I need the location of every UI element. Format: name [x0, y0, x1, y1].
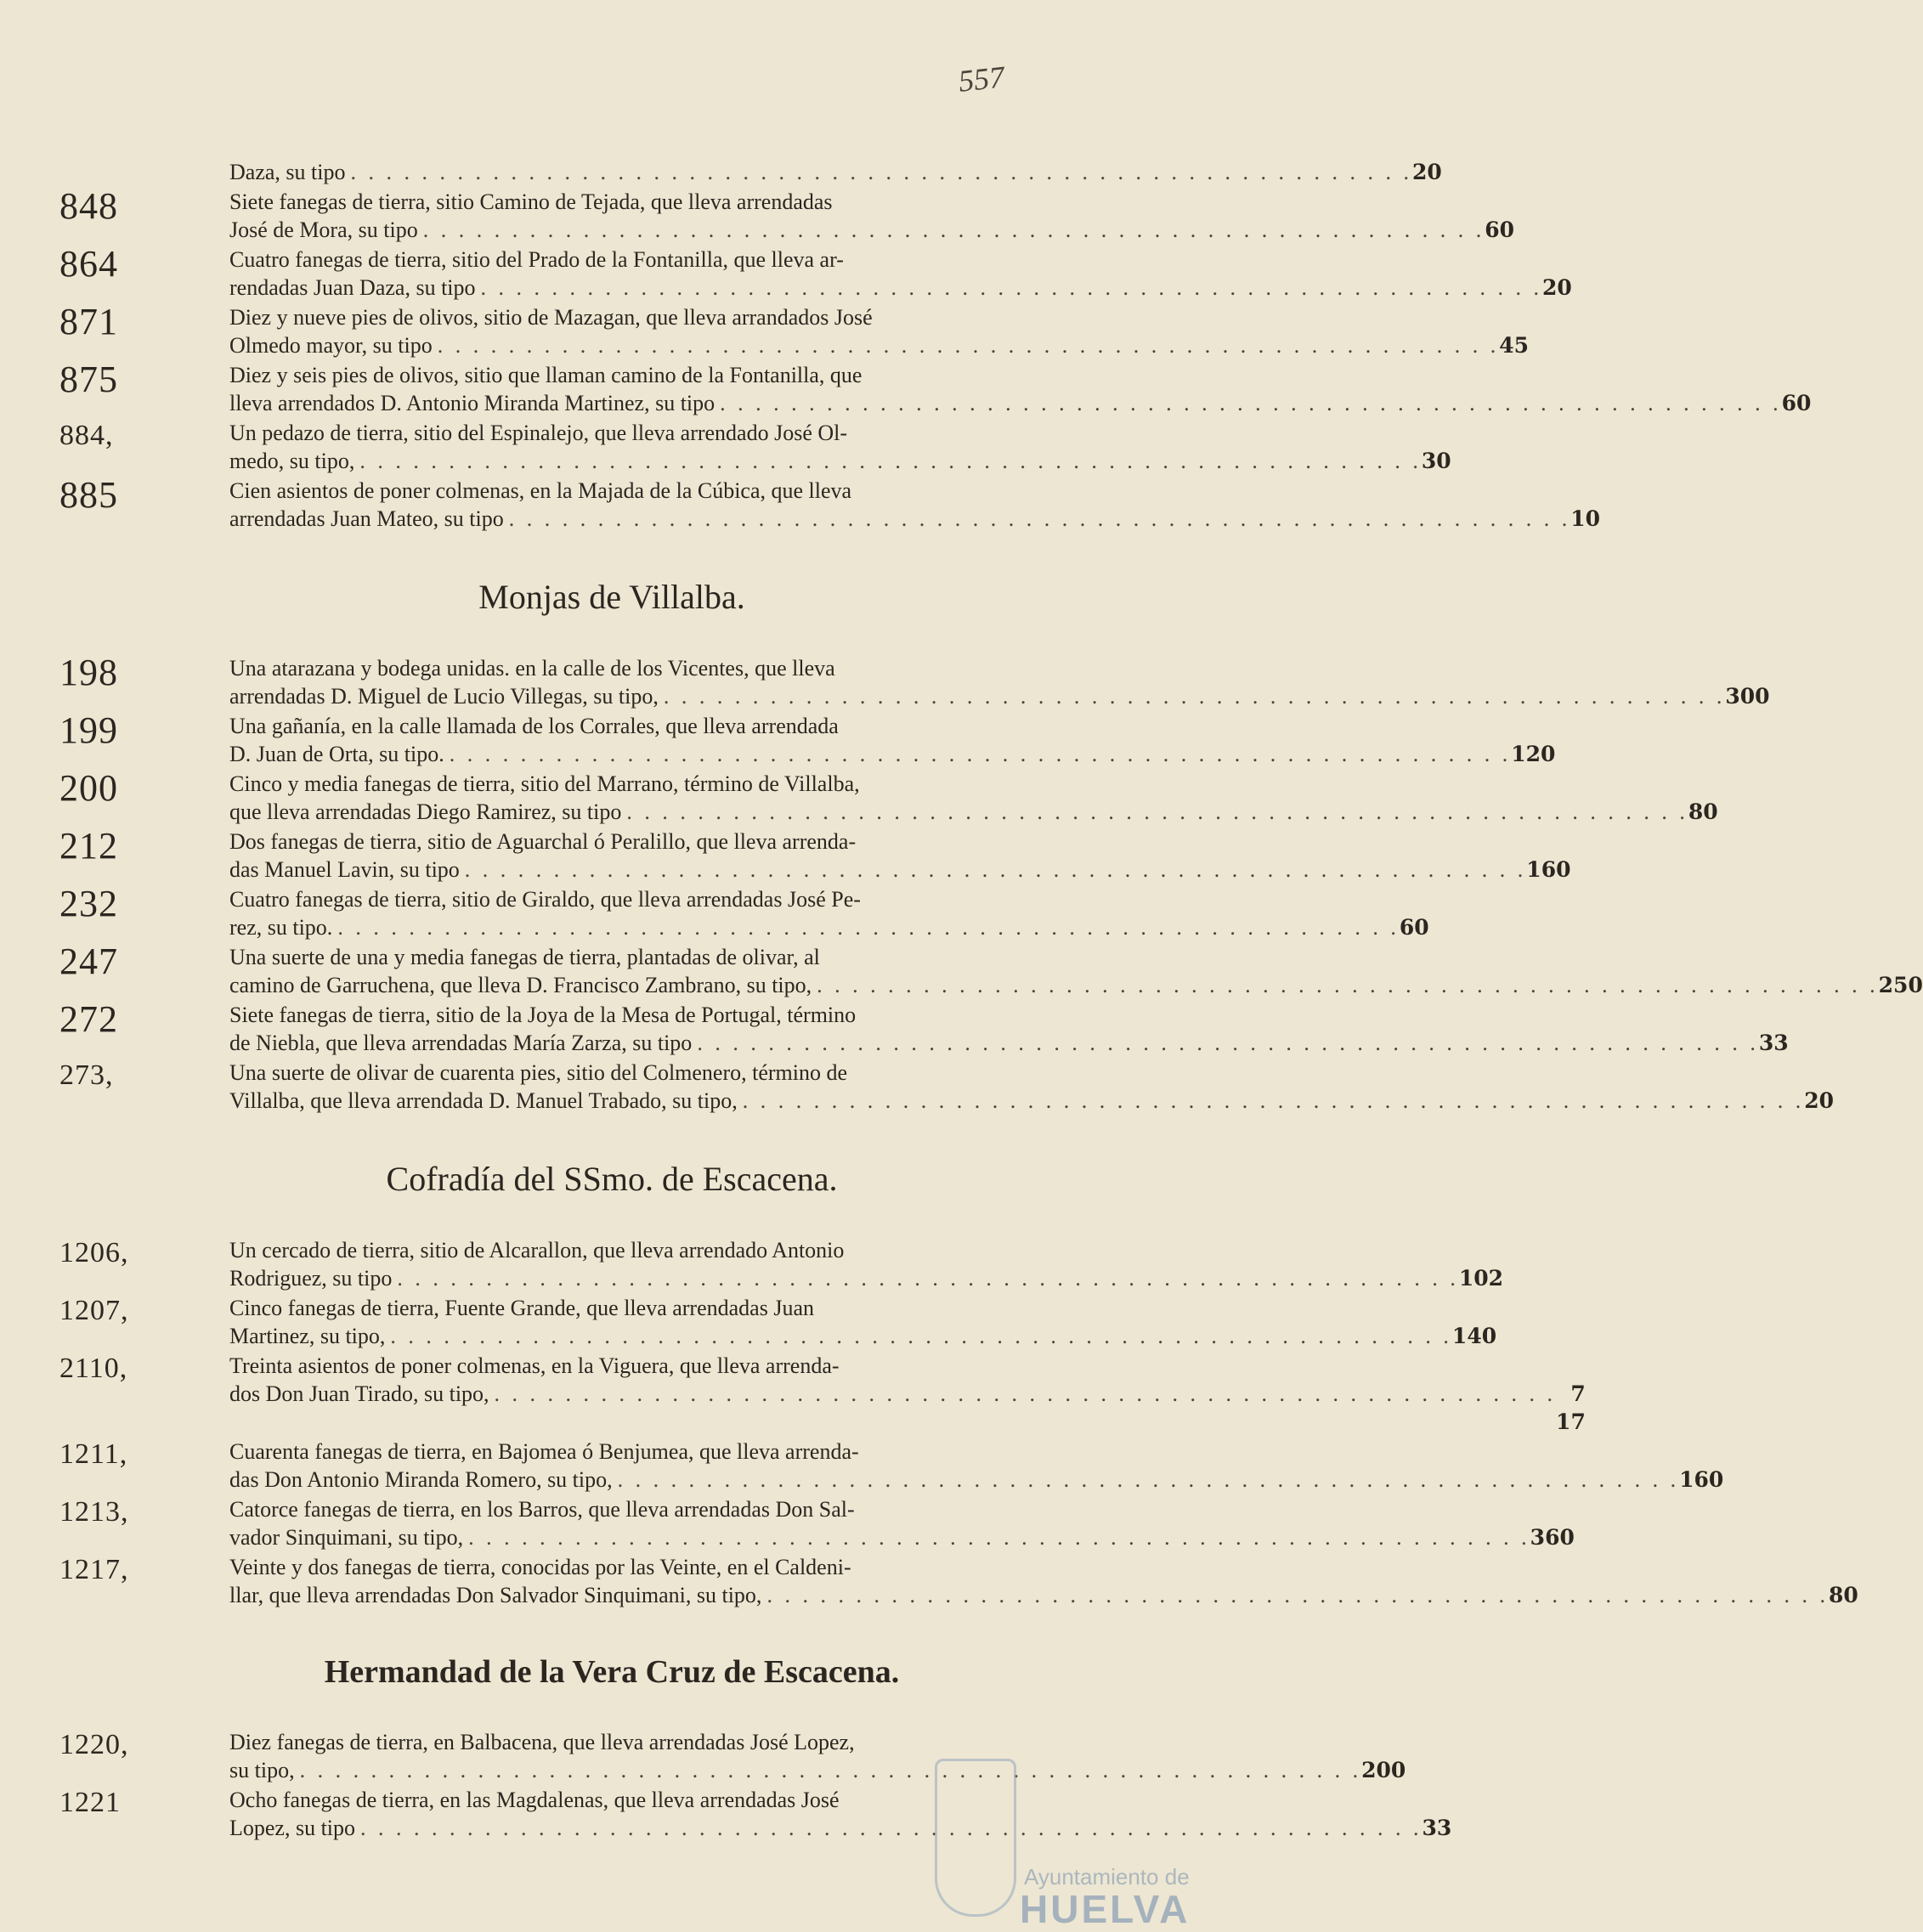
entry-text: Olmedo mayor, su tipo: [229, 333, 433, 358]
ledger-entry: [59, 243, 1572, 302]
entry-number: 198: [59, 652, 118, 693]
entry-text: Cinco y media fanegas de tierra, sitio del Marrano, término de Villalba,: [229, 771, 860, 796]
leader-dots: . . . . . . . . . . . . . . . . . . . . . . . . . . . . . . . . . . . . . . . . . . . . . . . . . . . . . . . . . . . .: [390, 1324, 1452, 1348]
entry-price: 33: [1758, 1031, 1789, 1055]
crest-icon: [935, 1759, 1016, 1917]
ledger-entry: [59, 1294, 1497, 1350]
entry-text: Cuatro fanegas de tierra, sitio del Prado de la Fontanilla, que lleva ar-: [229, 247, 844, 272]
entry-price: 7 17: [1556, 1381, 1586, 1434]
entry-text: Cinco fanegas de tierra, Fuente Grande, que lleva arrendadas Juan: [229, 1296, 814, 1320]
entry-number: 1207,: [59, 1295, 129, 1326]
entry-text: José de Mora, su tipo: [229, 217, 418, 242]
leader-dots: . . . . . . . . . . . . . . . . . . . . . . . . . . . . . . . . . . . . . . . . . . . . . . . . . . . . . . . . . . . .: [299, 1758, 1362, 1782]
ledger-entry: [59, 301, 1530, 359]
section-title: Monjas de Villalba.: [478, 578, 745, 616]
ledger-entry: [59, 474, 1601, 533]
leader-dots: . . . . . . . . . . . . . . . . . . . . . . . . . . . . . . . . . . . . . . . . . . . . . . . . . . . . . . . . . . . .: [494, 1381, 1557, 1406]
ledger-entry: [59, 185, 1514, 244]
entry-text: Cuarenta fanegas de tierra, en Bajomea ó Benjumea, que lleva arrenda-: [229, 1439, 859, 1464]
entry-price: 200: [1361, 1758, 1406, 1782]
entry-text: Cuatro fanegas de tierra, sitio de Giraldo, que lleva arrendadas José Pe-: [229, 887, 861, 912]
entry-text: Villalba, que lleva arrendada D. Manuel Trabado, su tipo,: [229, 1088, 738, 1113]
ledger-entry: [59, 652, 1770, 710]
ledger-entry: [59, 1059, 1835, 1115]
entry-text: Siete fanegas de tierra, sitio Camino de Tejada, que lleva arrendadas: [229, 189, 833, 214]
entry-number: 864: [59, 243, 118, 285]
leader-dots: . . . . . . . . . . . . . . . . . . . . . . . . . . . . . . . . . . . . . . . . . . . . . . . . . . . . . . . . . . . .: [720, 391, 1782, 415]
leader-dots: . . . . . . . . . . . . . . . . . . . . . . . . . . . . . . . . . . . . . . . . . . . . . . . . . . . . . . . . . . . .: [468, 1525, 1530, 1550]
leader-dots: . . . . . . . . . . . . . . . . . . . . . . . . . . . . . . . . . . . . . . . . . . . . . . . . . . . . . . . . . . . .: [337, 915, 1400, 940]
entry-text: Un cercado de tierra, sitio de Alcarallon, que lleva arrendado Antonio: [229, 1238, 845, 1263]
entry-number: 848: [59, 185, 118, 227]
entry-text: Daza, su tipo: [229, 160, 346, 184]
entry-price: 102: [1458, 1266, 1504, 1291]
entry-number: 1213,: [59, 1496, 129, 1528]
leader-dots: . . . . . . . . . . . . . . . . . . . . . . . . . . . . . . . . . . . . . . . . . . . . . . . . . . . . . . . . . . . .: [464, 857, 1527, 882]
entry-number: 875: [59, 359, 118, 400]
entry-text: camino de Garruchena, que lleva D. Francisco Zambrano, su tipo,: [229, 973, 812, 997]
entry-number: 247: [59, 941, 118, 982]
entry-text: rendadas Juan Daza, su tipo: [229, 275, 476, 300]
leader-dots: . . . . . . . . . . . . . . . . . . . . . . . . . . . . . . . . . . . . . . . . . . . . . . . . . . . . . . . . . . . .: [697, 1031, 1759, 1055]
watermark-line1: Ayuntamiento de: [1024, 1864, 1190, 1890]
entry-price: 120: [1511, 742, 1556, 766]
ledger-entry: [59, 709, 1556, 768]
ledger-entry: [59, 359, 1812, 417]
entry-text: Diez y nueve pies de olivos, sitio de Mazagan, que lleva arrandados José: [229, 305, 873, 330]
entry-text: que lleva arrendadas Diego Ramirez, su tipo: [229, 799, 622, 824]
entry-number: 884,: [59, 420, 114, 451]
entry-number: 1217,: [59, 1554, 129, 1585]
ledger-entry: [59, 998, 1789, 1057]
entry-number: 232: [59, 883, 118, 924]
entry-text: Un pedazo de tierra, sitio del Espinalejo, que lleva arrendado José Ol-: [229, 421, 848, 445]
entry-price: 60: [1485, 217, 1514, 242]
entry-price: 80: [1828, 1583, 1858, 1607]
entry-price: 20: [1411, 160, 1442, 184]
entry-number: 2110,: [59, 1353, 128, 1384]
ledger-entry: [59, 1352, 1586, 1436]
watermark: [918, 1759, 1198, 1931]
entry-text: Treinta asientos de poner colmenas, en la Viguera, que lleva arrenda-: [229, 1353, 840, 1378]
entry-text: Una gañanía, en la calle llamada de los Corrales, que lleva arrendada: [229, 714, 839, 738]
leader-dots: . . . . . . . . . . . . . . . . . . . . . . . . . . . . . . . . . . . . . . . . . . . . . . . . . . . . . . . . . . . .: [480, 275, 1543, 300]
entry-number: 199: [59, 709, 118, 751]
entry-text: su tipo,: [229, 1758, 295, 1782]
ledger-entry: [59, 158, 1442, 186]
entry-text: Una atarazana y bodega unidas. en la calle de los Vicentes, que lleva: [229, 656, 835, 681]
ledger-entry: [59, 767, 1718, 826]
ledger-entry: [59, 1236, 1504, 1292]
leader-dots: . . . . . . . . . . . . . . . . . . . . . . . . . . . . . . . . . . . . . . . . . . . . . . . . . . . . . . . . . . . .: [397, 1266, 1459, 1291]
entry-price: 60: [1399, 915, 1429, 940]
leader-dots: . . . . . . . . . . . . . . . . . . . . . . . . . . . . . . . . . . . . . . . . . . . . . . . . . . . . . . . . . . . .: [422, 217, 1485, 242]
entry-price: 20: [1804, 1088, 1835, 1113]
entry-number: 212: [59, 825, 118, 867]
entry-number: 871: [59, 301, 118, 342]
entry-number: 272: [59, 998, 118, 1040]
leader-dots: . . . . . . . . . . . . . . . . . . . . . . . . . . . . . . . . . . . . . . . . . . . . . . . . . . . . . . . . . . . .: [626, 799, 1688, 824]
ledger-entry: [59, 419, 1451, 475]
leader-dots: . . . . . . . . . . . . . . . . . . . . . . . . . . . . . . . . . . . . . . . . . . . . . . . . . . . . . . . . . . . .: [360, 1816, 1422, 1840]
entry-text: Catorce fanegas de tierra, en los Barros, que lleva arrendadas Don Sal-: [229, 1497, 855, 1522]
entry-price: 30: [1421, 449, 1451, 473]
entry-price: 33: [1422, 1816, 1452, 1840]
ledger-entry: [59, 1438, 1724, 1494]
leader-dots: . . . . . . . . . . . . . . . . . . . . . . . . . . . . . . . . . . . . . . . . . . . . . . . . . . . . . . . . . . . .: [617, 1467, 1680, 1492]
leader-dots: . . . . . . . . . . . . . . . . . . . . . . . . . . . . . . . . . . . . . . . . . . . . . . . . . . . . . . . . . . . .: [449, 742, 1512, 766]
entry-price: 360: [1530, 1525, 1575, 1550]
entry-text: Ocho fanegas de tierra, en las Magdalenas, que lleva arrendadas José: [229, 1788, 840, 1812]
entry-number: 1221: [59, 1787, 121, 1818]
entry-text: Una suerte de olivar de cuarenta pies, sitio del Colmenero, término de: [229, 1060, 848, 1085]
entry-text: Martinez, su tipo,: [229, 1324, 386, 1348]
ledger-entry: [59, 825, 1571, 884]
entry-text: Diez y seis pies de olivos, sitio que llaman camino de la Fontanilla, que: [229, 363, 863, 387]
entry-text: Veinte y dos fanegas de tierra, conocidas por las Veinte, en el Caldeni-: [229, 1555, 851, 1579]
section-title: Hermandad de la Vera Cruz de Escacena.: [324, 1654, 900, 1690]
entry-text: Rodriguez, su tipo: [229, 1266, 393, 1291]
entry-price: 300: [1725, 684, 1770, 709]
leader-dots: . . . . . . . . . . . . . . . . . . . . . . . . . . . . . . . . . . . . . . . . . . . . . . . . . . . . . . . . . . . .: [508, 506, 1571, 531]
entry-text: dos Don Juan Tirado, su tipo,: [229, 1381, 489, 1406]
entry-price: 80: [1688, 799, 1718, 824]
leader-dots: . . . . . . . . . . . . . . . . . . . . . . . . . . . . . . . . . . . . . . . . . . . . . . . . . . . . . . . . . . . .: [663, 684, 1726, 709]
entry-text: Dos fanegas de tierra, sitio de Aguarchal ó Peralillo, que lleva arrenda-: [229, 829, 857, 854]
entry-price: 10: [1570, 506, 1601, 531]
entry-text: lleva arrendados D. Antonio Miranda Martinez, su tipo: [229, 391, 715, 415]
document-body: [59, 158, 1923, 1844]
entry-price: 60: [1781, 391, 1812, 415]
entry-price: 250: [1878, 973, 1923, 997]
watermark-line2: HUELVA: [1020, 1887, 1191, 1931]
entry-text: medo, su tipo,: [229, 449, 355, 473]
ledger-entry: [59, 941, 1923, 999]
entry-text: Cien asientos de poner colmenas, en la Majada de la Cúbica, que lleva: [229, 478, 852, 503]
entry-text: llar, que lleva arrendadas Don Salvador Sinquimani, su tipo,: [229, 1583, 762, 1607]
entry-text: arrendadas Juan Mateo, su tipo: [229, 506, 504, 531]
leader-dots: . . . . . . . . . . . . . . . . . . . . . . . . . . . . . . . . . . . . . . . . . . . . . . . . . . . . . . . . . . . .: [359, 449, 1422, 473]
entry-text: D. Juan de Orta, su tipo.: [229, 742, 444, 766]
leader-dots: . . . . . . . . . . . . . . . . . . . . . . . . . . . . . . . . . . . . . . . . . . . . . . . . . . . . . . . . . . . .: [766, 1583, 1829, 1607]
entry-price: 140: [1451, 1324, 1497, 1348]
entry-number: 1206,: [59, 1237, 129, 1268]
leader-dots: . . . . . . . . . . . . . . . . . . . . . . . . . . . . . . . . . . . . . . . . . . . . . . . . . . . . . . . . . . . .: [350, 160, 1412, 184]
entry-text: das Don Antonio Miranda Romero, su tipo,: [229, 1467, 613, 1492]
leader-dots: . . . . . . . . . . . . . . . . . . . . . . . . . . . . . . . . . . . . . . . . . . . . . . . . . . . . . . . . . . . .: [742, 1088, 1805, 1113]
entry-price: 160: [1526, 857, 1571, 882]
page-number: 557: [957, 59, 1006, 99]
entry-text: arrendadas D. Miguel de Lucio Villegas, su tipo,: [229, 684, 659, 709]
entry-price: 20: [1542, 275, 1572, 300]
entry-text: Una suerte de una y media fanegas de tierra, plantadas de olivar, al: [229, 945, 820, 969]
entry-text: de Niebla, que lleva arrendadas María Zarza, su tipo: [229, 1031, 693, 1055]
entry-number: 1211,: [59, 1438, 128, 1470]
entry-text: vador Sinquimani, su tipo,: [229, 1525, 464, 1550]
entry-text: das Manuel Lavin, su tipo: [229, 857, 460, 882]
ledger-entry: [59, 1553, 1858, 1609]
entry-text: rez, su tipo.: [229, 915, 333, 940]
entry-number: 200: [59, 767, 118, 809]
entry-number: 885: [59, 474, 118, 516]
ledger-entry: [59, 1495, 1575, 1551]
entry-text: Lopez, su tipo: [229, 1816, 356, 1840]
entry-price: 160: [1679, 1467, 1724, 1492]
leader-dots: . . . . . . . . . . . . . . . . . . . . . . . . . . . . . . . . . . . . . . . . . . . . . . . . . . . . . . . . . . . .: [437, 333, 1500, 358]
entry-text: Diez fanegas de tierra, en Balbacena, que lleva arrendadas José Lopez,: [229, 1730, 855, 1754]
entry-number: 273,: [59, 1059, 114, 1091]
ledger-entry: [59, 883, 1429, 941]
section-title: Cofradía del SSmo. de Escacena.: [386, 1160, 838, 1198]
entry-number: 1220,: [59, 1729, 129, 1760]
entry-price: 45: [1499, 333, 1530, 358]
leader-dots: . . . . . . . . . . . . . . . . . . . . . . . . . . . . . . . . . . . . . . . . . . . . . . . . . . . . . . . . . . . .: [817, 973, 1879, 997]
entry-text: Siete fanegas de tierra, sitio de la Joya de la Mesa de Portugal, término: [229, 1003, 857, 1027]
